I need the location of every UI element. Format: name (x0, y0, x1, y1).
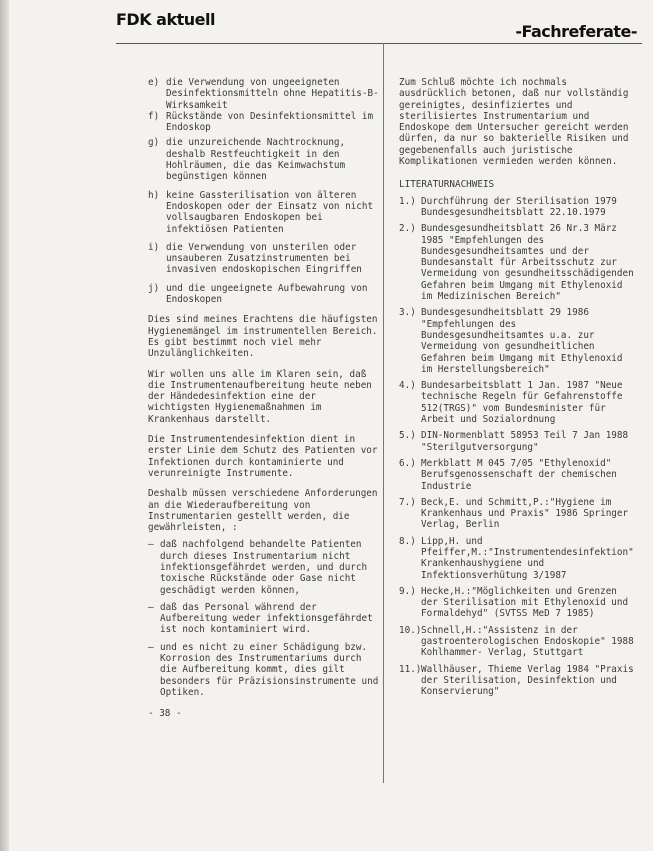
list-item: f) Rückstände von Desinfektionsmittel im Endoskop (148, 110, 374, 134)
header-section-title: -Fachreferate- (515, 22, 637, 41)
dash-marker: – (148, 539, 154, 551)
reference-item: 2.) Bundesgesundheitsblatt 26 Nr.3 März 1985 "Empfehlungen des Bundesgesundheitsamtes und der Bundesanstalt für Arbeitsschutz zur Vermeidung von gesundheitsschädigenden Gefahren beim Umgang mit Ethylenoxid im Medizinischen Bereich" (399, 223, 634, 303)
right-column (399, 77, 637, 698)
reference-item: 8.) Lipp,H. und Pfeiffer,M.:"Instrumentendesinfektion" Krankenhaushygiene und Infektionsverhütung 3/1987 (399, 535, 634, 581)
reference-item: 10.) Schnell,H.:"Assistenz in der gastroenterologischen Endoskopie" 1988 Kohlhammer- Verlag, Stuttgart (399, 624, 634, 659)
reference-item: 7.) Beck,E. und Schmitt,P.:"Hygiene im Krankenhaus und Praxis" 1986 Springer Verlag, Berlin (399, 496, 629, 531)
references-heading: LITERATURNACHWEIS (399, 179, 495, 191)
reference-item: 3.) Bundesgesundheitsblatt 29 1986 "Empfehlungen des Bundesgesundheitsamtes u.a. zur Vermeidung von gesundheitlichen Gefahren beim Umgang mit Ethylenoxid im Herstellungsbereich" (399, 307, 623, 375)
list-item: e) die Verwendung von ungeeigneten Desinfektionsmitteln ohne Hepatitis-B- Wirksamkeit (148, 77, 379, 111)
reference-item: 1.) Durchführung der Sterilisation 1979 Bundesgesundheitsblatt 22.10.1979 (399, 195, 617, 218)
bullet-item: – daß nachfolgend behandelte Patienten durch dieses Instrumentarium nicht infektionsgefährdet werden, und durch toxische Rückstände oder Gase nicht geschädigt werden können, (148, 539, 368, 596)
dash-marker: – (148, 601, 154, 613)
paragraph: Deshalb müssen verschiedene Anforderungen an die Wiederaufbereitung von Instrumentarien gestellt werden, die gewährleisten, : (148, 488, 378, 534)
header-publication-title: FDK aktuell (116, 10, 215, 29)
column-divider (383, 43, 384, 783)
page-gutter-shadow (0, 0, 9, 851)
list-item: i) die Verwendung von unsterilen oder unsauberen Zusatzinstrumenten bei invasiven endoskopischen Eingriffen (148, 241, 362, 276)
paragraph: Wir wollen uns alle im Klaren sein, daß die Instrumentenaufbereitung heute neben der Händedesinfektion eine der wichtigsten Hygienemaßnahmen im Krankenhaus darstellt. (148, 368, 372, 425)
reference-item: 11.) Wallhäuser, Thieme Verlag 1984 "Praxis der Sterilisation, Desinfektion und Konservierung" (399, 663, 634, 698)
list-item: h) keine Gassterilisation von älteren Endoskopen oder der Einsatz von nicht vollsaugbaren Endoskopen bei infektiösen Patienten (148, 189, 374, 235)
paragraph: Die Instrumentendesinfektion dient in erster Linie dem Schutz des Patienten vor Infektionen durch kontaminierte und verunreinigte Instrumente. (148, 434, 378, 479)
closing-paragraph: Zum Schluß möchte ich nochmals ausdrücklich betonen, daß nur vollständig gereinigtes, desinfiziertes und sterilisiertes Instrumentarium und Endoskope dem Untersucher gereicht werden dürfen, da nur so bakterielle Risiken und gegebenenfalls auch juristische Komplikationen vermieden werden können. (399, 77, 629, 168)
reference-item: 4.) Bundesarbeitsblatt 1 Jan. 1987 "Neue technische Regeln für Gefahrenstoffe 512(TRGS)" vom Bundesminister für Arbeit und Sozialordnung (399, 380, 623, 426)
reference-item: 6.) Merkblatt M 045 7/05 "Ethylenoxid" Berufsgenossenschaft der chemischen Industrie (399, 457, 617, 492)
list-item: j) und die ungeeignete Aufbewahrung von Endoskopen (148, 282, 368, 306)
bullet-item: – daß das Personal während der Aufbereitung weder infektionsgefährdet ist noch kontaminiert wird. (148, 601, 373, 636)
paragraph: Dies sind meines Erachtens die häufigsten Hygienemängel im instrumentellen Bereich. Es gibt bestimmt noch viel mehr Unzulänglichkeiten. (148, 314, 378, 360)
reference-item: 5.) DIN-Normenblatt 58953 Teil 7 Jan 1988 "Sterilgutversorgung" (399, 430, 629, 453)
header-rule (116, 43, 642, 44)
page-number: - 38 - (148, 708, 182, 720)
list-item: g) die unzureichende Nachtrocknung, deshalb Restfeuchtigkeit in den Hohlräumen, die das Keimwachstum begünstigen können (148, 137, 346, 183)
reference-item: 9.) Hecke,H.:"Möglichkeiten und Grenzen der Sterilisation mit Ethylenoxid und Formaldehyd" (SVTSS MeD 7 1985) (399, 585, 629, 620)
left-column (148, 77, 382, 720)
dash-marker: – (148, 641, 154, 653)
bullet-item: – und es nicht zu einer Schädigung bzw. Korrosion des Instrumentariums durch die Aufbereitung kommt, dies gilt besonders für Präzisionsinstrumente und Optiken. (148, 641, 379, 698)
